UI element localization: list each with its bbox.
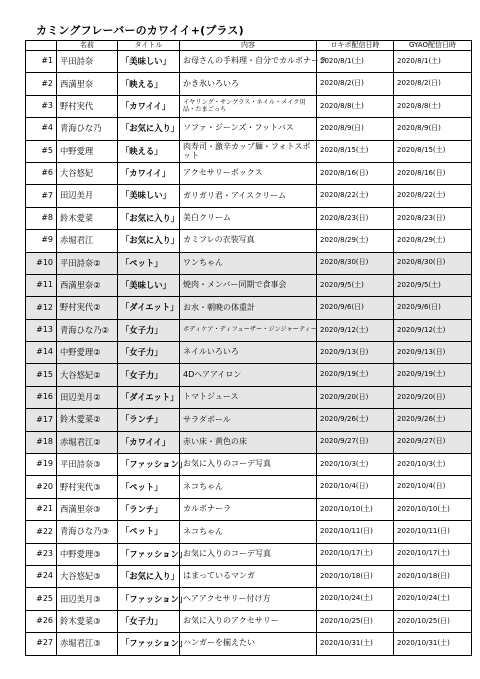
- loki-date: 2020/9/26(土): [317, 409, 394, 431]
- member-name: 青海ひな乃③: [57, 521, 118, 543]
- episode-title: 「ランチ」: [118, 498, 180, 520]
- loki-date: 2020/10/17(土): [317, 543, 394, 565]
- episode-content: アクセサリーボックス: [180, 162, 317, 184]
- member-name: 青海ひな乃②: [57, 319, 118, 341]
- header-name: 名前: [57, 41, 118, 51]
- gyao-date: 2020/10/31(土): [394, 633, 472, 655]
- table-row: [26, 409, 472, 431]
- table-row: [26, 610, 472, 632]
- episode-number: #15: [26, 364, 57, 386]
- gyao-date: 2020/9/26(土): [394, 409, 472, 431]
- episode-content: カルボナーラ: [180, 498, 317, 520]
- gyao-date: 2020/9/27(日): [394, 431, 472, 453]
- episode-title: 「女子力」: [118, 319, 180, 341]
- gyao-date: 2020/9/6(日): [394, 297, 472, 319]
- episode-number: #5: [26, 140, 57, 162]
- episode-content: お母さんの手料理・自分でカルボナーラ: [180, 51, 317, 73]
- table-row: [26, 162, 472, 184]
- episode-number: #11: [26, 274, 57, 296]
- episode-title: 「ペット」: [118, 476, 180, 498]
- member-name: 鈴木愛菜②: [57, 409, 118, 431]
- episode-content: 4Dヘアアイロン: [180, 364, 317, 386]
- member-name: 田辺美月③: [57, 588, 118, 610]
- member-name: 大谷悠妃③: [57, 565, 118, 587]
- loki-date: 2020/10/4(日): [317, 476, 394, 498]
- table-row: [26, 543, 472, 565]
- gyao-date: 2020/10/18(日): [394, 565, 472, 587]
- member-name: 大谷悠妃②: [57, 364, 118, 386]
- gyao-date: 2020/8/9(日): [394, 118, 472, 140]
- table-row: [26, 51, 472, 73]
- member-name: 中野愛理②: [57, 342, 118, 364]
- episode-number: #2: [26, 73, 57, 95]
- gyao-date: 2020/9/20(日): [394, 386, 472, 408]
- episode-content: ネコちゃん: [180, 521, 317, 543]
- episode-number: #16: [26, 386, 57, 408]
- episode-number: #13: [26, 319, 57, 341]
- loki-date: 2020/10/10(土): [317, 498, 394, 520]
- header-gyao-date: GYAO配信日時: [394, 41, 472, 51]
- loki-date: 2020/10/3(土): [317, 454, 394, 476]
- episode-title: 「女子力」: [118, 342, 180, 364]
- loki-date: 2020/9/13(日): [317, 342, 394, 364]
- episode-content: ガリガリ君・アイスクリーム: [180, 185, 317, 207]
- episode-title: 「お気に入り」: [118, 207, 180, 229]
- member-name: 田辺美月②: [57, 386, 118, 408]
- member-name: 野村実代: [57, 95, 118, 117]
- episode-title: 「ファッション」: [118, 588, 180, 610]
- loki-date: 2020/8/1(土): [317, 51, 394, 73]
- member-name: 平田詩奈: [57, 51, 118, 73]
- loki-date: 2020/8/30(日): [317, 252, 394, 274]
- header-content: 内容: [180, 41, 317, 51]
- member-name: 西満里奈②: [57, 274, 118, 296]
- loki-date: 2020/8/8(土): [317, 95, 394, 117]
- member-name: 野村実代②: [57, 297, 118, 319]
- table-row: [26, 319, 472, 341]
- episode-number: #6: [26, 162, 57, 184]
- header-no: [26, 41, 57, 51]
- table-row: [26, 274, 472, 296]
- episode-number: #21: [26, 498, 57, 520]
- episode-number: #8: [26, 207, 57, 229]
- loki-date: 2020/8/29(土): [317, 230, 394, 252]
- gyao-date: 2020/10/24(土): [394, 588, 472, 610]
- member-name: 赤堀君江: [57, 230, 118, 252]
- header-title: タイトル: [118, 41, 180, 51]
- loki-date: 2020/8/22(土): [317, 185, 394, 207]
- episode-number: #19: [26, 454, 57, 476]
- episode-number: #9: [26, 230, 57, 252]
- table-row: [26, 431, 472, 453]
- member-name: 平田詩奈②: [57, 252, 118, 274]
- episode-title: 「美味しい」: [118, 51, 180, 73]
- episode-number: #20: [26, 476, 57, 498]
- episode-title: 「女子力」: [118, 610, 180, 632]
- schedule-table: [25, 40, 472, 656]
- episode-content: お気に入りのコーデ写真: [180, 543, 317, 565]
- gyao-date: 2020/8/23(日): [394, 207, 472, 229]
- table-row: [26, 565, 472, 587]
- loki-date: 2020/8/9(日): [317, 118, 394, 140]
- loki-date: 2020/9/19(土): [317, 364, 394, 386]
- episode-title: 「美味しい」: [118, 185, 180, 207]
- episode-number: #18: [26, 431, 57, 453]
- episode-title: 「美味しい」: [118, 274, 180, 296]
- member-name: 中野愛理③: [57, 543, 118, 565]
- episode-title: 「カワイイ」: [118, 162, 180, 184]
- episode-title: 「ダイエット」: [118, 297, 180, 319]
- episode-number: #14: [26, 342, 57, 364]
- gyao-date: 2020/8/2(日): [394, 73, 472, 95]
- gyao-date: 2020/10/3(土): [394, 454, 472, 476]
- table-row: [26, 364, 472, 386]
- gyao-date: 2020/8/30(日): [394, 252, 472, 274]
- episode-content: トマトジュース: [180, 386, 317, 408]
- episode-title: 「ペット」: [118, 521, 180, 543]
- gyao-date: 2020/10/4(日): [394, 476, 472, 498]
- episode-number: #22: [26, 521, 57, 543]
- episode-content: ソファ・ジーンズ・フットバス: [180, 118, 317, 140]
- episode-content: 肉寿司・激辛カップ麺・フォトスポット: [180, 140, 317, 162]
- episode-number: #10: [26, 252, 57, 274]
- member-name: 田辺美月: [57, 185, 118, 207]
- episode-number: #1: [26, 51, 57, 73]
- loki-date: 2020/9/5(土): [317, 274, 394, 296]
- episode-title: 「カワイイ」: [118, 95, 180, 117]
- loki-date: 2020/9/27(日): [317, 431, 394, 453]
- table-header-row: [26, 41, 472, 51]
- loki-date: 2020/9/20(日): [317, 386, 394, 408]
- episode-number: #27: [26, 633, 57, 655]
- member-name: 野村実代③: [57, 476, 118, 498]
- episode-content: お水・朝晩の体重計: [180, 297, 317, 319]
- episode-content: サラダボール: [180, 409, 317, 431]
- episode-content: カミフレの衣装写真: [180, 230, 317, 252]
- gyao-date: 2020/10/17(土): [394, 543, 472, 565]
- table-row: [26, 140, 472, 162]
- table-row: [26, 95, 472, 117]
- member-name: 西満里奈: [57, 73, 118, 95]
- gyao-date: 2020/9/5(土): [394, 274, 472, 296]
- table-row: [26, 118, 472, 140]
- member-name: 赤堀君江②: [57, 431, 118, 453]
- header-loki-date: ロキポ配信日時: [317, 41, 394, 51]
- episode-content: 赤い床・黄色の床: [180, 431, 317, 453]
- table-row: [26, 588, 472, 610]
- table-row: [26, 230, 472, 252]
- episode-title: 「お気に入り」: [118, 230, 180, 252]
- episode-number: #12: [26, 297, 57, 319]
- episode-number: #23: [26, 543, 57, 565]
- episode-title: 「ファッション」: [118, 543, 180, 565]
- loki-date: 2020/8/16(日): [317, 162, 394, 184]
- episode-title: 「映える」: [118, 73, 180, 95]
- member-name: 大谷悠妃: [57, 162, 118, 184]
- episode-content: ハンガーを揃えたい: [180, 633, 317, 655]
- member-name: 中野愛理: [57, 140, 118, 162]
- gyao-date: 2020/8/8(土): [394, 95, 472, 117]
- episode-number: #24: [26, 565, 57, 587]
- table-row: [26, 342, 472, 364]
- episode-content: はまっているマンガ: [180, 565, 317, 587]
- loki-date: 2020/10/25(日): [317, 610, 394, 632]
- episode-number: #26: [26, 610, 57, 632]
- member-name: 赤堀君江③: [57, 633, 118, 655]
- member-name: 鈴木愛菜③: [57, 610, 118, 632]
- episode-content: 焼肉・メンバー同期で食事会: [180, 274, 317, 296]
- loki-date: 2020/10/18(日): [317, 565, 394, 587]
- loki-date: 2020/10/11(日): [317, 521, 394, 543]
- episode-content: お気に入りのアクセサリー: [180, 610, 317, 632]
- gyao-date: 2020/8/22(土): [394, 185, 472, 207]
- table-row: [26, 476, 472, 498]
- episode-content: 美白クリーム: [180, 207, 317, 229]
- member-name: 青海ひな乃: [57, 118, 118, 140]
- episode-title: 「ペット」: [118, 252, 180, 274]
- gyao-date: 2020/8/16(日): [394, 162, 472, 184]
- document-title: カミングフレーバーのカワイイ+(プラス): [36, 24, 244, 37]
- gyao-date: 2020/9/13(日): [394, 342, 472, 364]
- table-row: [26, 297, 472, 319]
- loki-date: 2020/8/15(土): [317, 140, 394, 162]
- episode-number: #17: [26, 409, 57, 431]
- loki-date: 2020/10/31(土): [317, 633, 394, 655]
- episode-content: かき氷いろいろ: [180, 73, 317, 95]
- table-row: [26, 185, 472, 207]
- episode-content: イヤリング・サングラス・ネイル・メイク用品・たまごっち: [180, 95, 317, 117]
- gyao-date: 2020/8/1(土): [394, 51, 472, 73]
- gyao-date: 2020/10/25(日): [394, 610, 472, 632]
- gyao-date: 2020/8/15(土): [394, 140, 472, 162]
- episode-content: ワンちゃん: [180, 252, 317, 274]
- gyao-date: 2020/8/29(土): [394, 230, 472, 252]
- episode-title: 「ランチ」: [118, 409, 180, 431]
- member-name: 平田詩奈③: [57, 454, 118, 476]
- gyao-date: 2020/10/11(日): [394, 521, 472, 543]
- episode-number: #3: [26, 95, 57, 117]
- episode-number: #25: [26, 588, 57, 610]
- loki-date: 2020/10/24(土): [317, 588, 394, 610]
- episode-title: 「女子力」: [118, 364, 180, 386]
- episode-title: 「カワイイ」: [118, 431, 180, 453]
- table-row: [26, 521, 472, 543]
- table-row: [26, 207, 472, 229]
- episode-title: 「お気に入り」: [118, 118, 180, 140]
- episode-content: ヘアアクセサリー付け方: [180, 588, 317, 610]
- loki-date: 2020/8/2(日): [317, 73, 394, 95]
- loki-date: 2020/9/12(土): [317, 319, 394, 341]
- episode-number: #7: [26, 185, 57, 207]
- table-row: [26, 252, 472, 274]
- member-name: 西満里奈③: [57, 498, 118, 520]
- member-name: 鈴木愛菜: [57, 207, 118, 229]
- episode-content: お気に入りのコーデ写真: [180, 454, 317, 476]
- episode-title: 「ダイエット」: [118, 386, 180, 408]
- episode-content: ネイルいろいろ: [180, 342, 317, 364]
- gyao-date: 2020/10/10(土): [394, 498, 472, 520]
- table-row: [26, 454, 472, 476]
- episode-title: 「お気に入り」: [118, 565, 180, 587]
- episode-title: 「映える」: [118, 140, 180, 162]
- table-row: [26, 633, 472, 655]
- loki-date: 2020/9/6(日): [317, 297, 394, 319]
- episode-content: ボディケア・ディフューザー・ジンジャーティー: [180, 319, 317, 341]
- episode-content: ネコちゃん: [180, 476, 317, 498]
- gyao-date: 2020/9/12(土): [394, 319, 472, 341]
- episode-title: 「ファッション」: [118, 633, 180, 655]
- episode-title: 「ファッション」: [118, 454, 180, 476]
- episode-number: #4: [26, 118, 57, 140]
- gyao-date: 2020/9/19(土): [394, 364, 472, 386]
- table-row: [26, 498, 472, 520]
- table-row: [26, 73, 472, 95]
- table-row: [26, 386, 472, 408]
- loki-date: 2020/8/23(日): [317, 207, 394, 229]
